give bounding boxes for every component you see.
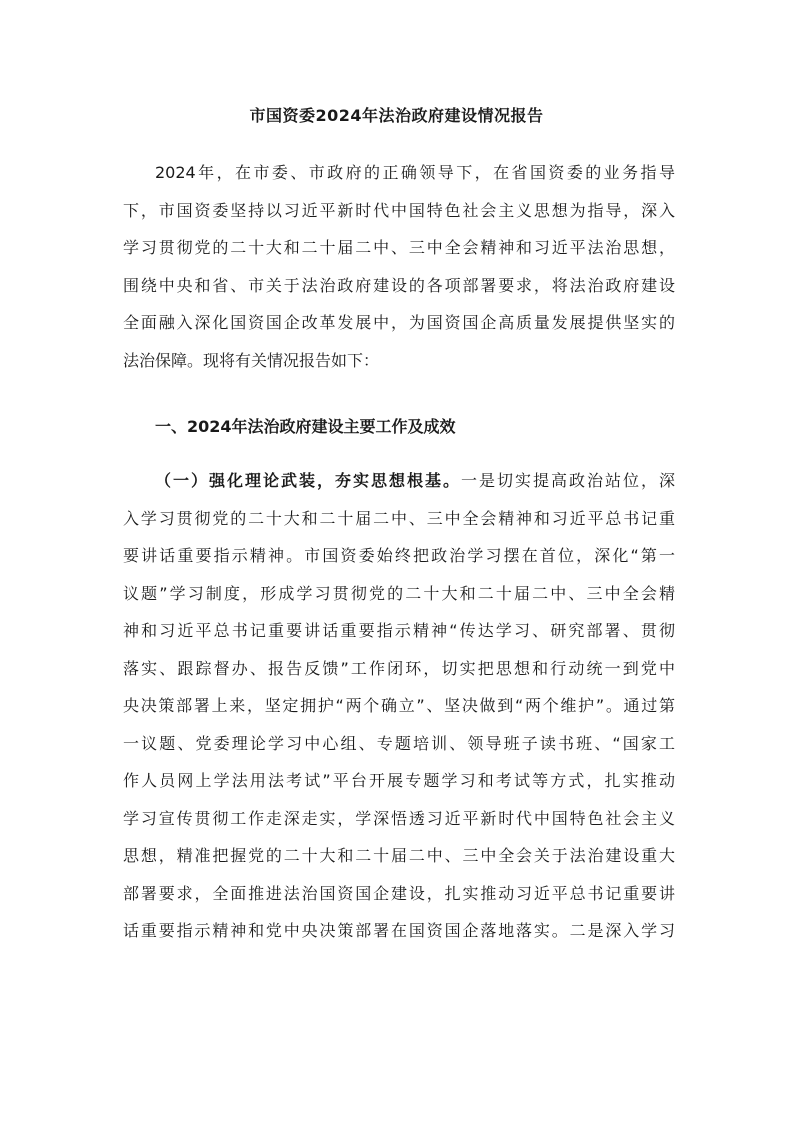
subsection-first-rest: 一是切实提高政治站位，深 — [460, 471, 675, 490]
intro-line: 法治保障。现将有关情况报告如下： — [123, 350, 380, 370]
subsection-line: 议题”学习制度，形成学习贯彻党的二十大和二十届二中、三中全会精 — [123, 583, 675, 603]
subsection-line: 落实、跟踪督办、报告反馈”工作闭环，切实把思想和行动统一到党中 — [123, 658, 675, 678]
subsection-title: （一）强化理论武装，夯实思想根基。 — [155, 471, 461, 490]
intro-line: 下，市国资委坚持以习近平新时代中国特色社会主义思想为指导，深入 — [123, 200, 675, 220]
subsection-first-line — [123, 462, 675, 500]
intro-line: 2024年，在市委、市政府的正确领导下，在省国资委的业务指导 — [155, 163, 675, 182]
subsection-line: 作人员网上学法用法考试”平台开展专题学习和考试等方式，扎实推动 — [123, 771, 675, 790]
document-title: 市国资委2024年法治政府建设情况报告 — [249, 106, 544, 125]
intro-paragraph — [123, 154, 675, 379]
section-heading: 一、2024年法治政府建设主要工作及成效 — [155, 417, 456, 436]
intro-line: 全面融入深化国资国企改革发展中，为国资国企高质量发展提供坚实的 — [123, 313, 675, 332]
subsection-line: 央决策部署上来，坚定拥护“两个确立”、坚决做到“两个维护”。通过第 — [123, 696, 675, 715]
subsection-line: 神和习近平总书记重要讲话重要指示精神“传达学习、研究部署、贯彻 — [123, 621, 675, 640]
intro-line: 围绕中央和省、市关于法治政府建设的各项部署要求，将法治政府建设 — [123, 275, 675, 295]
subsection-line: 话重要指示精神和党中央决策部署在国资国企落地落实。二是深入学习 — [123, 921, 675, 940]
subsection-line: 一议题、党委理论学习中心组、专题培训、领导班子读书班、“国家工 — [123, 733, 675, 753]
subsection-line: 思想，精准把握党的二十大和二十届二中、三中全会关于法治建设重大 — [123, 846, 675, 865]
subsection-paragraph — [123, 462, 675, 950]
subsection-line: 学习宣传贯彻工作走深走实，学深悟透习近平新时代中国特色社会主义 — [123, 808, 675, 828]
subsection-line: 入学习贯彻党的二十大和二十届二中、三中全会精神和习近平总书记重 — [123, 508, 675, 528]
intro-line: 学习贯彻党的二十大和二十届二中、三中全会精神和习近平法治思想， — [123, 238, 675, 257]
subsection-line: 部署要求，全面推进法治国资国企建设，扎实推动习近平总书记重要讲 — [123, 883, 675, 903]
subsection-line: 要讲话重要指示精神。市国资委始终把政治学习摆在首位，深化“第一 — [123, 546, 675, 565]
